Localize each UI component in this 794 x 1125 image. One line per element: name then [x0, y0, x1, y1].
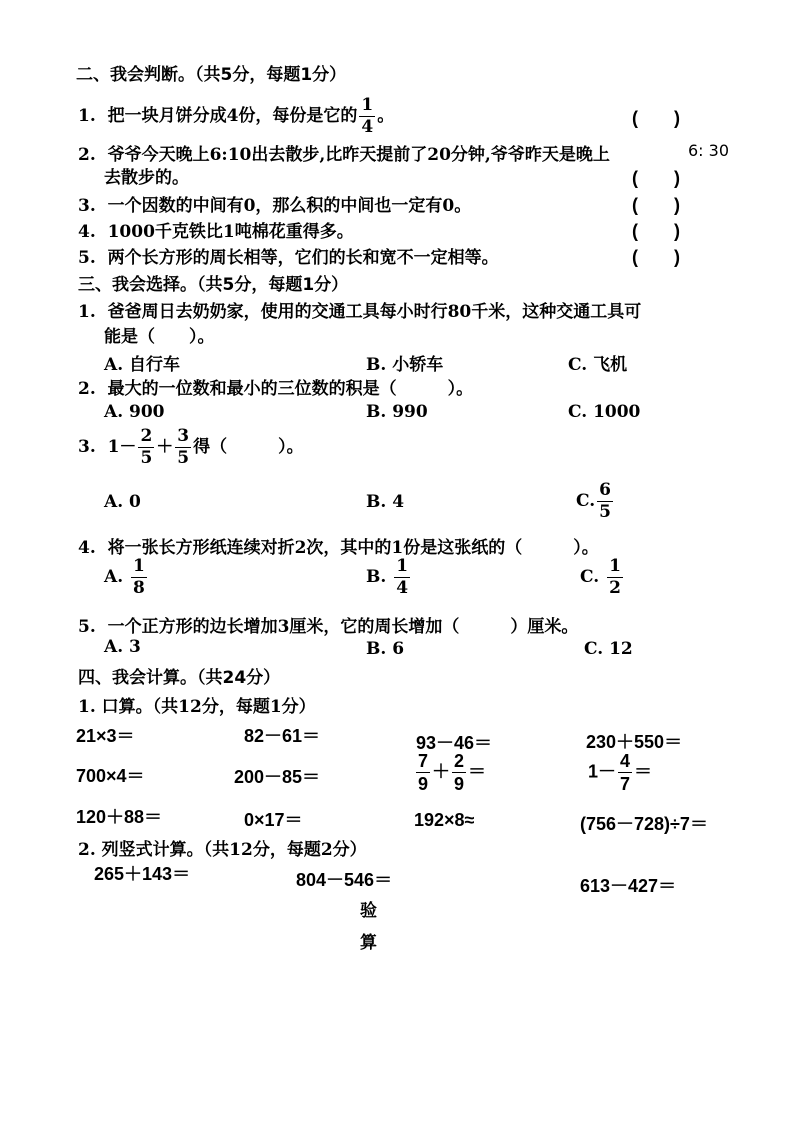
- vertical-calc-3: 613－427＝: [580, 876, 677, 896]
- vertical-calc-1: 265＋143＝: [94, 864, 191, 884]
- oral-calc-title: 1. 口算。（共12分，每题1分）: [78, 697, 316, 717]
- judge-item-4: 4. 1000千克铁比1吨棉花重得多。: [78, 222, 354, 242]
- judge-item-1: 1. 把一块月饼分成4份，每份是它的 $\frac{1}{4}$ 。: [78, 95, 395, 137]
- choice-q4: 4. 将一张长方形纸连续对折2次，其中的1份是这张纸的（ ）。: [78, 538, 599, 558]
- vertical-calc-2: 804－546＝: [296, 870, 393, 890]
- oral-calc-4: 230＋550＝: [586, 732, 683, 752]
- oral-calc-6: 200－85＝: [234, 767, 321, 787]
- answer-bracket-2[interactable]: ( ): [632, 168, 680, 188]
- vertical-calc-title: 2. 列竖式计算。（共12分，每题2分）: [78, 840, 367, 860]
- choice-q2: 2. 最大的一位数和最小的三位数的积是（ ）。: [78, 379, 474, 399]
- oral-calc-3: 93－46＝: [416, 733, 493, 753]
- q2-option-c[interactable]: C. 1000: [568, 402, 641, 422]
- choice-q1-cont: 能是（ ）。: [104, 327, 215, 347]
- q5-option-b[interactable]: B. 6: [366, 639, 405, 659]
- judge-item-2-cont: 去散步的。: [104, 168, 189, 188]
- q1-option-c[interactable]: C. 飞机: [568, 355, 628, 375]
- q5-option-a[interactable]: A. 3: [104, 637, 141, 657]
- answer-bracket-4[interactable]: ( ): [632, 221, 680, 241]
- judge-item-2: 2. 爷爷今天晚上6:10出去散步,比昨天提前了20分钟,爷爷昨天是晚上: [78, 145, 610, 165]
- q3-option-b[interactable]: B. 4: [366, 492, 405, 512]
- section-4-title: 四、我会计算。（共24分）: [78, 668, 281, 688]
- choice-q5: 5. 一个正方形的边长增加3厘米，它的周长增加（ ）厘米。: [78, 617, 579, 637]
- oral-calc-2: 82－61＝: [244, 726, 321, 746]
- q3-option-a[interactable]: A. 0: [104, 492, 141, 512]
- handwritten-note: 6: 30: [688, 141, 730, 160]
- judge-item-5: 5. 两个长方形的周长相等，它们的长和宽不一定相等。: [78, 248, 499, 268]
- verify-label-1: 验: [360, 901, 377, 921]
- oral-calc-7: $\frac{7}{9}$ ＋ $\frac{2}{9}$ ＝: [418, 751, 487, 794]
- answer-bracket-3[interactable]: ( ): [632, 195, 680, 215]
- section-2-title: 二、我会判断。（共5分，每题1分）: [76, 65, 347, 85]
- q4-option-b[interactable]: B. $\frac{1}{4}$: [366, 556, 409, 598]
- verify-label-2: 算: [360, 933, 377, 953]
- q1-option-b[interactable]: B. 小轿车: [366, 355, 444, 375]
- choice-q1: 1. 爸爸周日去奶奶家，使用的交通工具每小时行80千米，这种交通工具可: [78, 302, 642, 322]
- q2-option-b[interactable]: B. 990: [366, 402, 428, 422]
- oral-calc-1: 21×3＝: [76, 726, 135, 746]
- q2-option-a[interactable]: A. 900: [104, 402, 165, 422]
- section-3-title: 三、我会选择。（共5分，每题1分）: [78, 275, 349, 295]
- q1-option-a[interactable]: A. 自行车: [104, 355, 181, 375]
- q3-option-c[interactable]: C. $\frac{6}{5}$: [576, 480, 611, 522]
- answer-bracket-5[interactable]: ( ): [632, 247, 680, 267]
- oral-calc-8: 1－ $\frac{4}{7}$ ＝: [588, 751, 653, 794]
- q4-option-c[interactable]: C. $\frac{1}{2}$: [580, 556, 621, 598]
- q5-option-c[interactable]: C. 12: [584, 639, 633, 659]
- oral-calc-9: 120＋88＝: [76, 807, 163, 827]
- choice-q3: 3. 1－ $\frac{2}{5}$ ＋ $\frac{3}{5}$ 得（ ）。: [78, 426, 304, 468]
- q4-option-a[interactable]: A. $\frac{1}{8}$: [104, 556, 145, 598]
- answer-bracket-1[interactable]: ( ): [632, 108, 680, 128]
- oral-calc-12: (756－728)÷7＝: [580, 814, 708, 834]
- oral-calc-11: 192×8≈: [414, 810, 475, 830]
- judge-item-3: 3. 一个因数的中间有0，那么积的中间也一定有0。: [78, 196, 472, 216]
- oral-calc-10: 0×17＝: [244, 810, 303, 830]
- oral-calc-5: 700×4＝: [76, 766, 145, 786]
